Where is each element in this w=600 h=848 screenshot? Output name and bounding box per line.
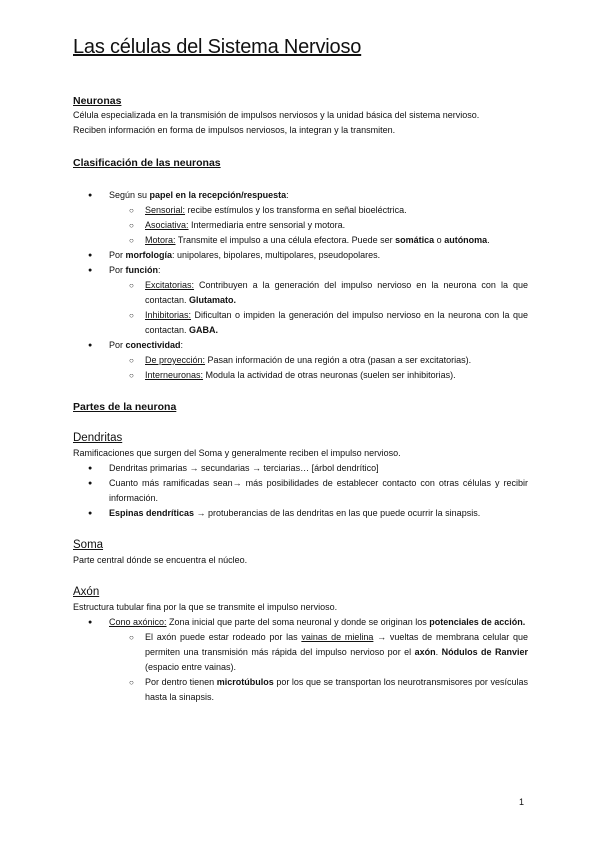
list-item: ● Dendritas primarias → secundarias → terciarias… [árbol dendrítico] [73, 461, 528, 476]
section-heading-partes: Partes de la neurona [73, 401, 177, 413]
sublist-axon [109, 630, 528, 705]
paragraph-dendritas: Ramificaciones que surgen del Soma y generalmente reciben el impulso nervioso. [73, 448, 401, 458]
section-heading-neuronas: Neuronas [73, 95, 122, 107]
section-heading-dendritas: Dendritas [73, 432, 123, 444]
section-heading-clasificacion: Clasificación de las neuronas [73, 157, 221, 169]
paragraph-axon: Estructura tubular fina por la que se transmite el impulso nervioso. [73, 602, 338, 612]
list-item-recepcion: ● Según su papel en la recepción/respuesta: ○ Sensorial: recibe estímulos y los transforma en señal bioeléctrica. ○ Asociativa: Intermediaria entre sensorial y motora. ○ Motora: Transmite el impulso a una célula efectora. Puede ser somática o autónoma. [73, 188, 528, 248]
sublist-item: ○ Inhibitorias: Dificultan o impiden la generación del impulso nervioso en la neurona con la que contactan. GABA. [109, 308, 528, 338]
sublist-item: ○ Excitatorias: Contribuyen a la generación del impulso nervioso en la neurona con la que contactan. Glutamato. [109, 278, 528, 308]
sublist-item-microtubulos: ○ Por dentro tienen microtúbulos por los que se transportan los neurotransmisores por vesículas hasta la sinapsis. [109, 675, 528, 705]
paragraph-neuronas-2: Reciben información en forma de impulsos nerviosos, la integran y la transmiten. [73, 125, 396, 135]
sublist-item: ○ Motora: Transmite el impulso a una célula efectora. Puede ser somática o autónoma. [109, 233, 528, 248]
paragraph-neuronas-1: Célula especializada en la transmisión de impulsos nerviosos y la unidad básica del sistema nervioso. [73, 110, 480, 120]
list-item-conectividad: ● Por conectividad: ○ De proyección: Pasan información de una región a otra (pasan a ser excitatorias). ○ Interneuronas: Modula la actividad de otras neuronas (suelen ser inhibitorias). [73, 338, 528, 383]
classification-list [73, 188, 528, 383]
page-number: 1 [519, 797, 525, 807]
sublist-item: ○ Interneuronas: Modula la actividad de otras neuronas (suelen ser inhibitorias). [109, 368, 528, 383]
sublist-item: ○ Sensorial: recibe estímulos y los transforma en señal bioeléctrica. [109, 203, 528, 218]
dendritas-list [73, 461, 528, 521]
sublist-funcion [109, 278, 528, 338]
sublist-recepcion [109, 203, 528, 248]
sublist-item: ○ De proyección: Pasan información de una región a otra (pasan a ser excitatorias). [109, 353, 528, 368]
section-heading-soma: Soma [73, 539, 104, 551]
page-title: Las células del Sistema Nervioso [73, 36, 362, 58]
document-page [73, 34, 528, 705]
list-item-morfologia: ● Por morfología: unipolares, bipolares, multipolares, pseudopolares. [73, 248, 528, 263]
paragraph-soma: Parte central dónde se encuentra el núcleo. [73, 555, 248, 565]
sublist-item-mielina: ○ El axón puede estar rodeado por las vainas de mielina → vueltas de membrana celular que permiten una transmisión más rápida del impulso nervioso por el axón. Nódulos de Ranvier (espacio entre vainas). [109, 630, 528, 675]
list-item: ● Cuanto más ramificadas sean→ más posibilidades de establecer contacto con otras células y recibir información. [73, 476, 528, 506]
section-heading-axon: Axón [73, 586, 100, 598]
list-item-cono-axonico: ● Cono axónico: Zona inicial que parte del soma neuronal y donde se originan los potenciales de acción. ○ El axón puede estar rodeado por las vainas de mielina → vueltas de membrana celular que permiten una transmisión más rápida del impulso nervioso por el axón. Nódulos de Ranvier (espacio entre vainas). ○ Por dentro tienen microtúbulos por los que se transportan los neurotransmisores por vesículas hasta la sinapsis. [73, 615, 528, 705]
list-item: ● Espinas dendríticas → protuberancias de las dendritas en las que puede ocurrir la sinapsis. [73, 506, 528, 521]
list-item-funcion: ● Por función: ○ Excitatorias: Contribuyen a la generación del impulso nervioso en la neurona con la que contactan. Glutamato. ○ Inhibitorias: Dificultan o impiden la generación del impulso nervioso en la neurona con la que contactan. GABA. [73, 263, 528, 338]
sublist-conectividad [109, 353, 528, 383]
axon-list [73, 615, 528, 705]
sublist-item: ○ Asociativa: Intermediaria entre sensorial y motora. [109, 218, 528, 233]
